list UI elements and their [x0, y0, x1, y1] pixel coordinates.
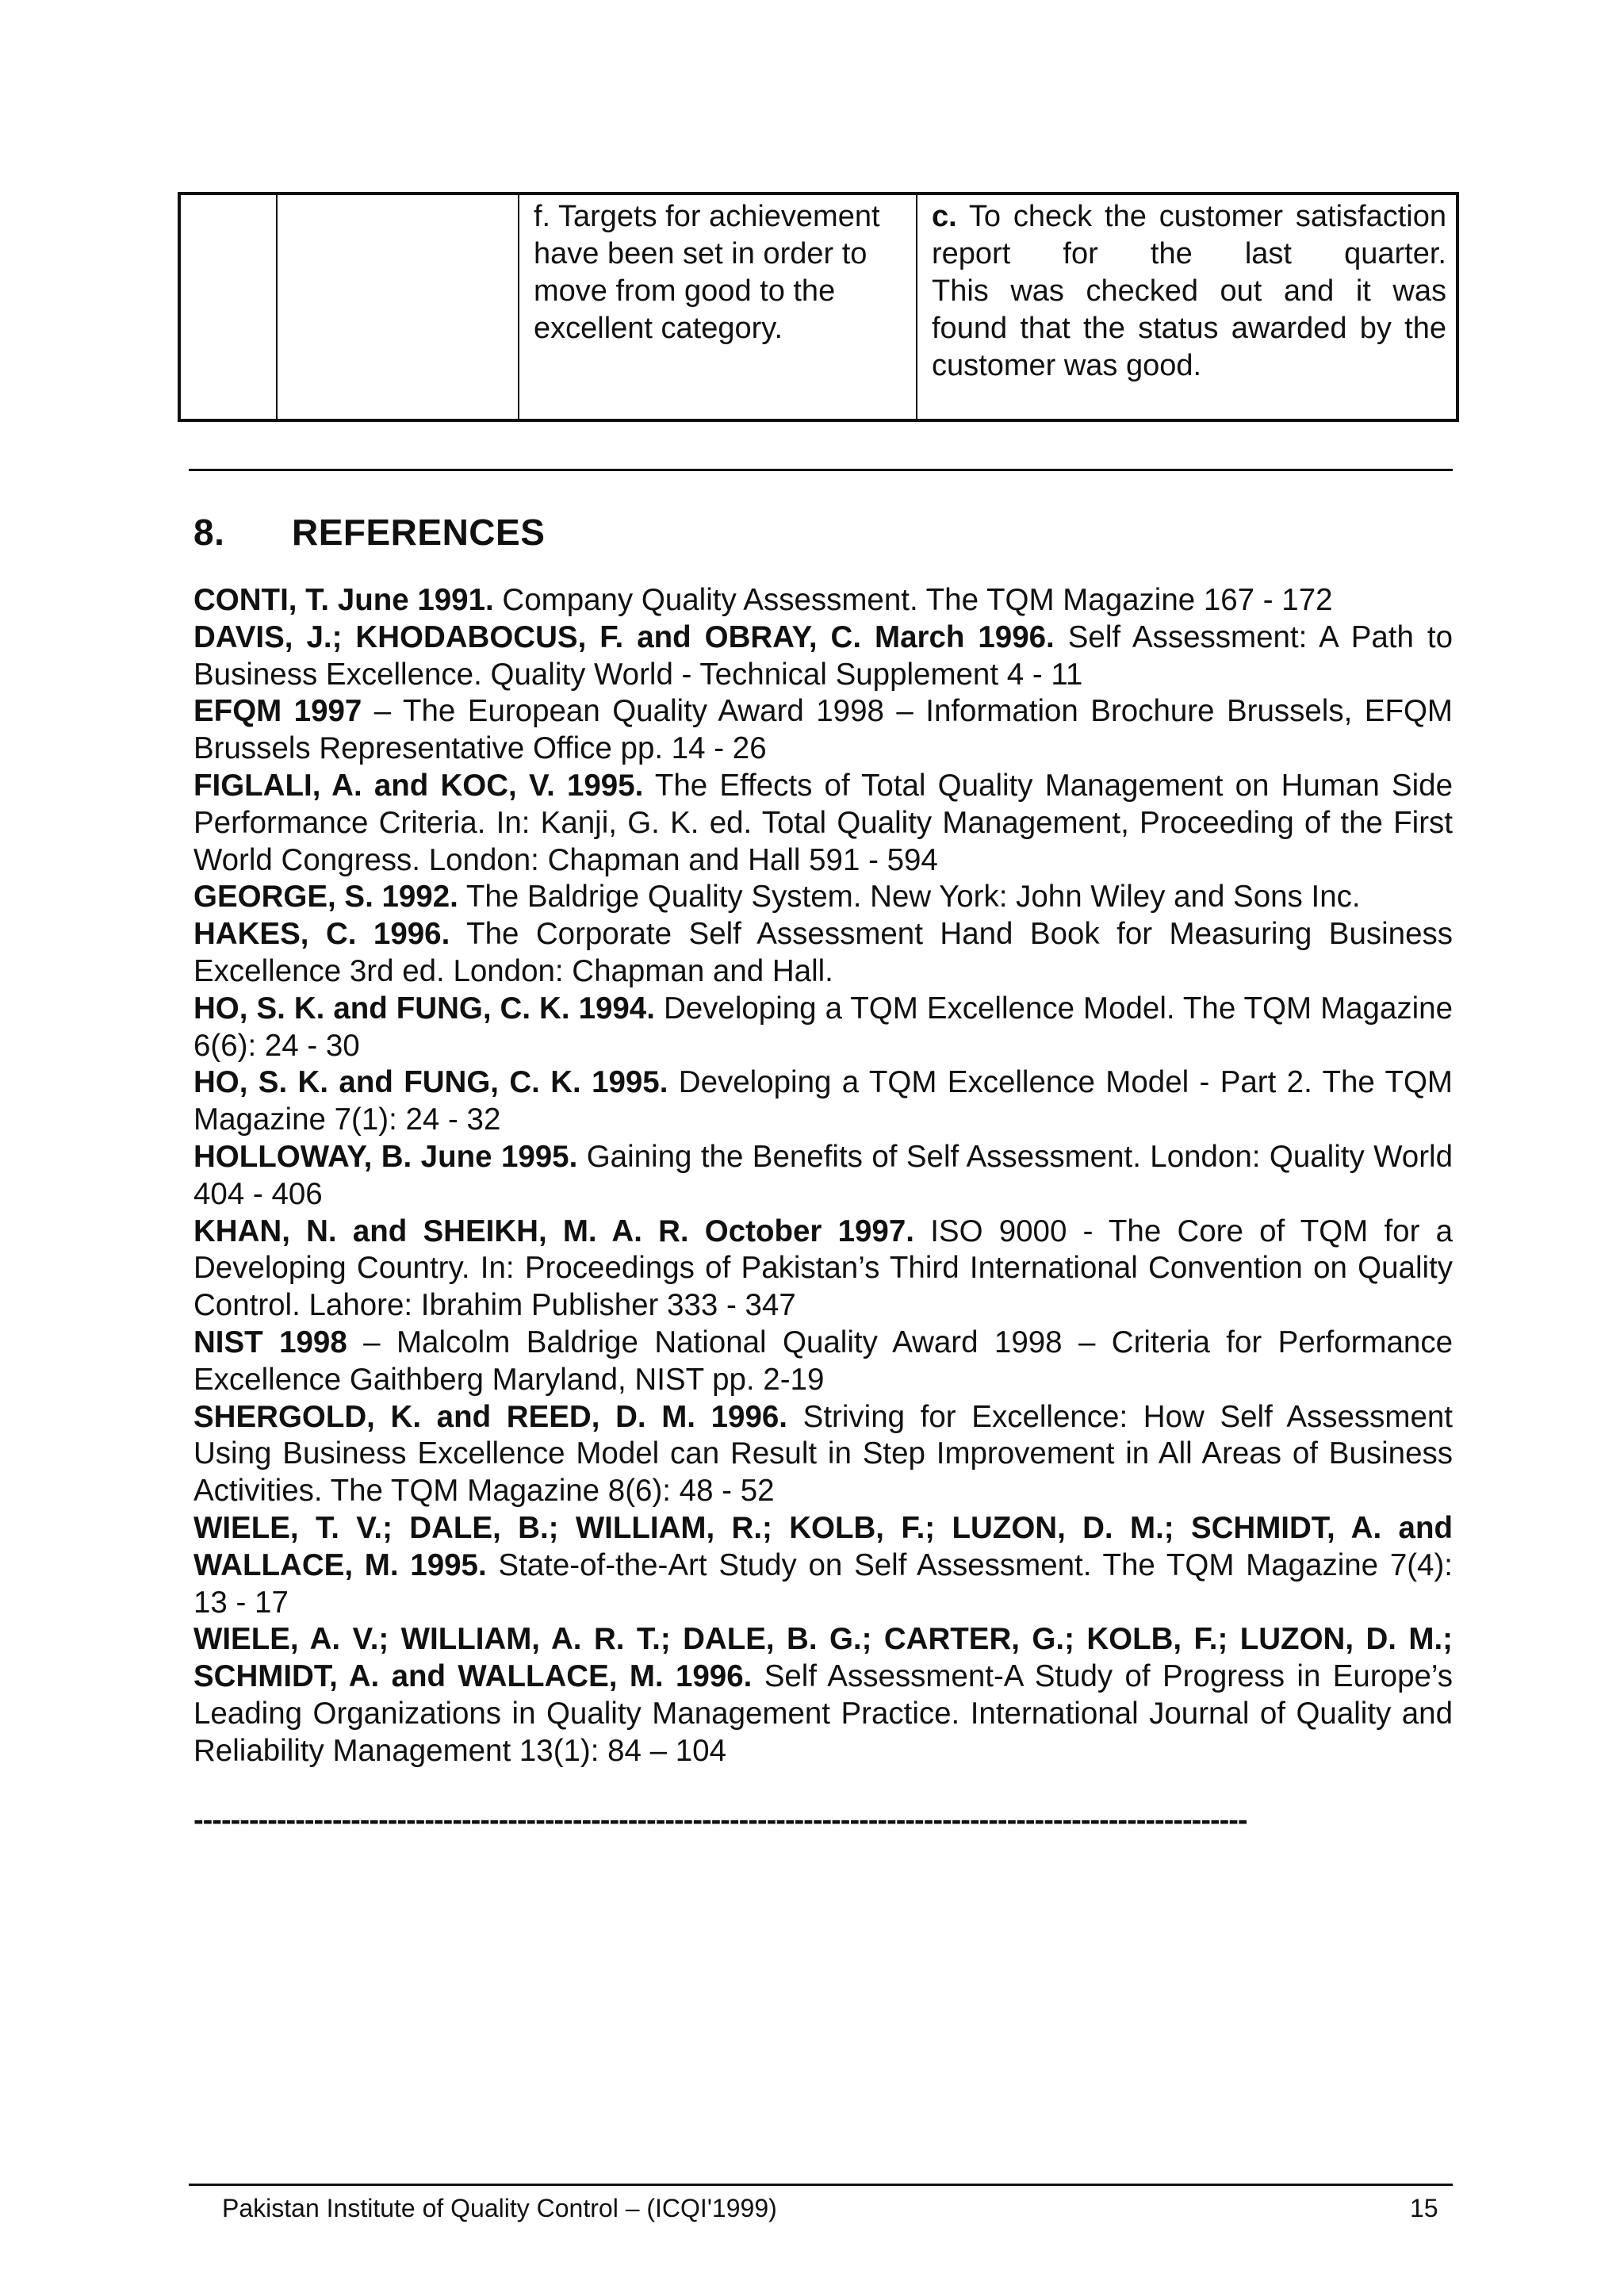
- reference-text: Striving for Excellence: How Self Assessment Using Business Excellence Model can Result in Step Improvement in All Areas of Business Activities. The TQM Magazine 8(6): 48 - 52: [193, 1399, 1454, 1509]
- reference-item: [193, 693, 1453, 768]
- table-cell-empty-1: [181, 195, 278, 419]
- reference-text: The Corporate Self Assessment Hand Book for Measuring Business Excellence 3rd ed. London: Chapman and Hall.: [193, 917, 1453, 988]
- reference-text: ISO 9000 - The Core of TQM for a Developing Country. In: Proceedings of Pakistan’s Third International Convention on Quality Control. Lahore: Ibrahim Publisher 333 - 347: [193, 1214, 1454, 1323]
- reference-item: [193, 619, 1453, 694]
- reference-list: [193, 582, 1453, 1770]
- reference-authors: WIELE, A. V.; WILLIAM, A. R. T.; DALE, B. G.; CARTER, G.; KOLB, F.; LUZON, D. M.; SCHMIDT, A. and WALLACE, M. 1996.: [193, 1622, 1453, 1694]
- reference-authors: HO, S. K. and FUNG, C. K. 1994.: [193, 991, 655, 1026]
- reference-authors: HO, S. K. and FUNG, C. K. 1995.: [193, 1065, 668, 1100]
- reference-item: [193, 916, 1453, 991]
- reference-authors: CONTI, T. June 1991.: [193, 583, 494, 617]
- reference-text: Developing a TQM Excellence Model - Part 2. The TQM Magazine 7(1): 24 - 32: [193, 1065, 1454, 1137]
- reference-item: [193, 991, 1453, 1065]
- reference-item: [193, 582, 1453, 619]
- table-cell-target: [519, 195, 917, 419]
- check-label: c.: [932, 200, 957, 233]
- reference-item: [193, 1399, 1453, 1510]
- check-text: To check the customer satisfaction report for the last quarter.: [932, 200, 1446, 270]
- check-paragraph: [932, 198, 1446, 273]
- dashed-separator: ------------------------------------------------------------------------------------------------------------------: [193, 1804, 1247, 1837]
- page-number: 15: [1410, 2194, 1438, 2222]
- reference-authors: SHERGOLD, K. and REED, D. M. 1996.: [193, 1399, 787, 1434]
- assessment-table: [178, 192, 1459, 422]
- reference-text: Self Assessment-A Study of Progress in Europe’s Leading Organizations in Quality Management Practice. International Journal of Quality and Reliability Management 13(1): 84 – 104: [193, 1659, 1453, 1768]
- footer-text: Pakistan Institute of Quality Control – (ICQI'1999): [222, 2194, 777, 2222]
- section-divider: [189, 469, 1453, 471]
- reference-item: [193, 768, 1453, 879]
- reference-item: [193, 879, 1453, 916]
- reference-authors: WIELE, T. V.; DALE, B.; WILLIAM, R.; KOLB, F.; LUZON, D. M.; SCHMIDT, A. and WALLACE, M. 1995.: [193, 1510, 1453, 1582]
- reference-text: – Malcolm Baldrige National Quality Award 1998 – Criteria for Performance Excellence Gaithberg Maryland, NIST pp. 2-19: [193, 1325, 1453, 1397]
- reference-item: [193, 1064, 1453, 1139]
- reference-authors: DAVIS, J.; KHODABOCUS, F. and OBRAY, C. March 1996.: [193, 619, 1055, 654]
- reference-authors: NIST 1998: [193, 1325, 347, 1359]
- reference-text: Gaining the Benefits of Self Assessment. London: Quality World 404 - 406: [193, 1139, 1453, 1211]
- reference-item: [193, 1621, 1453, 1770]
- reference-text: Company Quality Assessment. The TQM Magazine 167 - 172: [502, 583, 1333, 617]
- reference-text: Developing a TQM Excellence Model. The TQM Magazine 6(6): 24 - 30: [193, 991, 1454, 1063]
- section-title: REFERENCES: [292, 512, 546, 553]
- reference-text: Self Assessment: A Path to Business Excellence. Quality World - Technical Supplement 4 - 11: [193, 619, 1453, 692]
- reference-text: The Baldrige Quality System. New York: John Wiley and Sons Inc.: [465, 880, 1361, 915]
- reference-authors: EFQM 1997: [193, 694, 362, 729]
- reference-authors: KHAN, N. and SHEIKH, M. A. R. October 1997.: [193, 1214, 914, 1248]
- table-cell-check: [917, 195, 1456, 419]
- reference-text: – The European Quality Award 1998 – Information Brochure Brussels, EFQM Brussels Representative Office pp. 14 - 26: [193, 694, 1453, 766]
- section-number: 8.: [193, 512, 225, 553]
- target-text: f. Targets for achievement have been set in order to move from good to the excellent category.: [534, 200, 880, 345]
- reference-text: State-of-the-Art Study on Self Assessment. The TQM Magazine 7(4): 13 - 17: [193, 1547, 1453, 1620]
- section-heading: [193, 511, 545, 554]
- reference-item: [193, 1139, 1453, 1214]
- table-cell-empty-2: [278, 195, 519, 419]
- check-result: This was checked out and it was found that the status awarded by the customer was good.: [932, 274, 1446, 382]
- reference-authors: FIGLALI, A. and KOC, V. 1995.: [193, 768, 644, 803]
- reference-authors: HAKES, C. 1996.: [193, 917, 450, 952]
- reference-authors: HOLLOWAY, B. June 1995.: [193, 1139, 578, 1174]
- reference-text: The Effects of Total Quality Management on Human Side Performance Criteria. In: Kanji, G. K. ed. Total Quality Management, Proceeding of the First World Congress. London: Chapman and Hall 591 - 594: [193, 768, 1453, 877]
- footer-rule: [189, 2184, 1453, 2186]
- reference-item: [193, 1214, 1453, 1325]
- reference-authors: GEORGE, S. 1992.: [193, 880, 458, 915]
- reference-item: [193, 1510, 1453, 1621]
- reference-item: [193, 1325, 1453, 1399]
